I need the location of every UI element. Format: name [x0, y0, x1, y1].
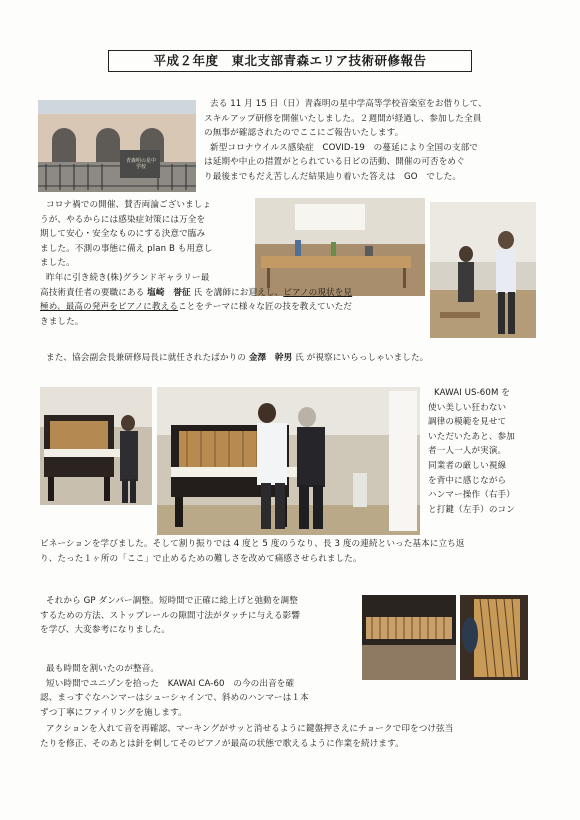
- visitor-name: 金澤 幹男: [248, 353, 293, 363]
- kawai-paragraph: [428, 386, 552, 517]
- upright-piano-photo: [40, 387, 152, 505]
- covid-line: うが、やるからには感染症対策には万全を: [40, 214, 206, 225]
- school-building-photo: [38, 100, 196, 192]
- covid-line: コロナ禍での開催、賛否両論ございましょ: [46, 200, 212, 210]
- covid-line: ました。不測の事態に備え plan B も用意し: [40, 243, 213, 254]
- instructor-name: 塩崎 誉征: [147, 287, 191, 298]
- kawai-line: ハンマー操作（右手）: [428, 490, 515, 501]
- voicing-line: 認、まっすぐなハンマーはシューシャインで、斜めのハンマーは１本: [40, 693, 309, 704]
- grand-piano-strings-photo: [460, 595, 528, 680]
- visit-line: [46, 351, 546, 366]
- covid-paragraph: [40, 198, 260, 271]
- grand-piano-action-photo: [362, 595, 456, 680]
- damper-paragraph: [40, 594, 360, 638]
- action-line: たりを修正、そのあとは針を刺してそのピアノが最高の状態で歌えるように作業を続けます。: [40, 738, 404, 749]
- voicing-paragraph: [40, 662, 370, 720]
- lecture-text: 高技術責任者の要職にある: [40, 287, 145, 298]
- kawai-cont-line: ビネーションを学びました。そして割り振りでは 4 度と 5 度のうなり、長 3 度の連続といった基本に立ち返: [40, 539, 465, 549]
- action-line: アクションを入れて音を再確認、マーキングがサッと消せるように鍵盤押さえにチョークで印をつけ弦当: [46, 724, 454, 734]
- intro-line: は延期や中止の措置がとられている日ビの活動、開催の可否をめぐ: [204, 157, 465, 168]
- kawai-cont-line: り、たった１ヶ所の「ここ」で止めるための難しさを改めて痛感させられました。: [40, 553, 362, 564]
- lecture-line: 昨年に引き続き(株)グランドギャラリー最: [46, 273, 210, 283]
- visit-text: また、協会副会長兼研修局長に就任されたばかりの: [46, 353, 246, 363]
- damper-line: するための方法、ストップレールの隙間寸法がタッチに与える影響: [40, 610, 301, 621]
- kawai-line: いただいたあと、参加: [428, 431, 515, 442]
- lecture-line: きました。: [40, 316, 84, 327]
- intro-line: り最後までもだえ苦しんだ結果辿り着いた答えは GO でした。: [204, 171, 462, 182]
- voicing-line: 最も時間を割いたのが整音。: [46, 664, 160, 674]
- theme-text: 極め、最高の発声をピアノに教える: [40, 302, 179, 313]
- lecture-text: ことをテーマに様々な匠の技を教えていただ: [178, 302, 352, 313]
- upright-piano-practice-photo: [157, 387, 420, 535]
- lecture-line: [40, 300, 450, 315]
- damper-line: を学び、大変参考になりました。: [40, 625, 171, 636]
- intro-line: の無事が確認されたのでここにご報告いたします。: [204, 128, 404, 139]
- voicing-line: ずつ丁寧にファイリングを施します。: [40, 707, 187, 718]
- school-sign: 青森明の星中学校: [125, 158, 156, 170]
- kawai-line: 同業者の厳しい視線: [428, 460, 507, 471]
- lecture-line: [40, 286, 450, 301]
- kawai-line: 調律の模範を見せて: [428, 417, 507, 428]
- theme-text: ピアノの現状を見: [283, 287, 353, 298]
- page-title: 平成２年度 東北支部青森エリア技術研修報告: [108, 50, 472, 72]
- damper-line: それから GP ダンパー調整。短時間で正確に総上げと弛動を調整: [46, 596, 298, 606]
- kawai-line: と打鍵（左手）のコン: [428, 504, 515, 515]
- kawai-line: 使い美しい狂わない: [428, 402, 507, 413]
- intro-line: スキルアップ研修を開催いたしました。２週間が経過し、参加した全員: [204, 113, 482, 124]
- kawai-line: を背中に感じながら: [428, 475, 507, 486]
- covid-line: ました。: [40, 258, 75, 269]
- visit-text: 氏 が視察にいらっしゃいました。: [295, 353, 429, 363]
- intro-line: 去る 11 月 15 日（日）青森明の星中学高等学校音楽室をお借りして、: [210, 99, 487, 109]
- lecture-paragraph: [40, 271, 450, 329]
- voicing-line: 短い時間でユニゾンを拾った KAWAI CA-60 の今の出音を確: [46, 678, 295, 689]
- covid-line: 期して安心・安全なものにする決意で臨み: [40, 229, 206, 240]
- lecture-text: 氏 を講師にお迎えし、: [193, 287, 284, 298]
- kawai-continuation: [40, 537, 552, 566]
- kawai-line: 者一人一人が実演。: [428, 446, 507, 457]
- action-paragraph: [40, 722, 552, 751]
- intro-paragraph: [204, 97, 549, 185]
- intro-line: 新型コロナウイルス感染症 COVID-19 の蔓延により全国の支部で: [210, 142, 479, 153]
- kawai-line: KAWAI US-60M を: [434, 388, 510, 398]
